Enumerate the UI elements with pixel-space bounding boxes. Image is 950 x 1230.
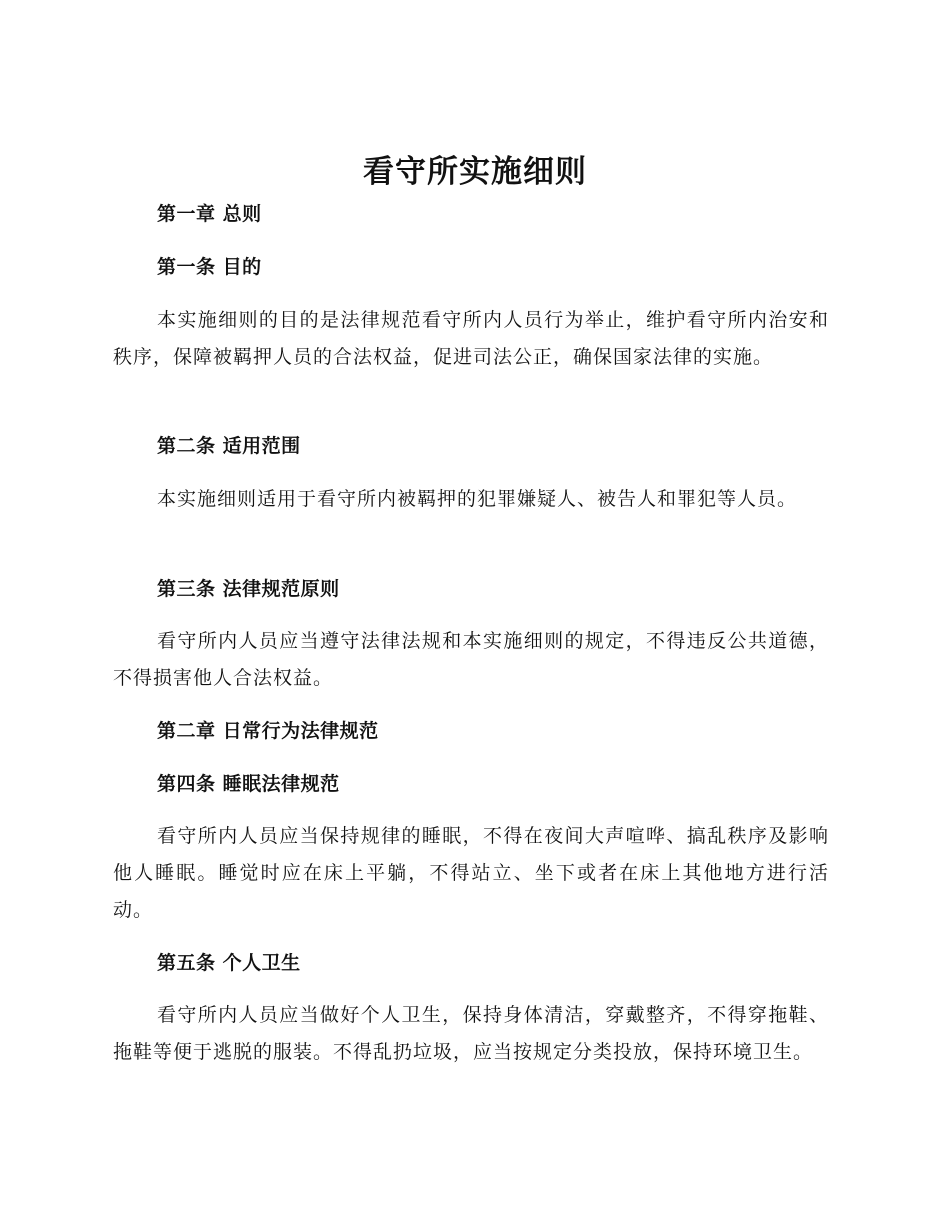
article-3-heading: 第三条 法律规范原则 [157,578,340,600]
article-5-heading: 第五条 个人卫生 [157,952,301,974]
article-2-heading: 第二条 适用范围 [157,435,301,457]
article-5-body: 看守所内人员应当做好个人卫生，保持身体清洁，穿戴整齐，不得穿拖鞋、拖鞋等便于逃脱的服装。不得乱扔垃圾，应当按规定分类投放，保持环境卫生。 [113,1004,829,1063]
article-3-body: 看守所内人员应当遵守法律法规和本实施细则的规定，不得违反公共道德，不得损害他人合法权益。 [113,630,829,689]
document-title: 看守所实施细则 [363,154,587,190]
article-1-heading: 第一条 目的 [157,256,262,278]
chapter-1-heading: 第一章 总则 [157,203,262,225]
article-4-body: 看守所内人员应当保持规律的睡眠，不得在夜间大声喧哗、搞乱秩序及影响他人睡眠。睡觉时应在床上平躺，不得站立、坐下或者在床上其他地方进行活动。 [113,825,829,921]
article-2-body: 本实施细则适用于看守所内被羁押的犯罪嫌疑人、被告人和罪犯等人员。 [157,488,798,510]
article-4-heading: 第四条 睡眠法律规范 [157,773,340,795]
article-1-body: 本实施细则的目的是法律规范看守所内人员行为举止，维护看守所内治安和秩序，保障被羁押人员的合法权益，促进司法公正，确保国家法律的实施。 [113,309,829,368]
chapter-2-heading: 第二章 日常行为法律规范 [157,720,379,742]
